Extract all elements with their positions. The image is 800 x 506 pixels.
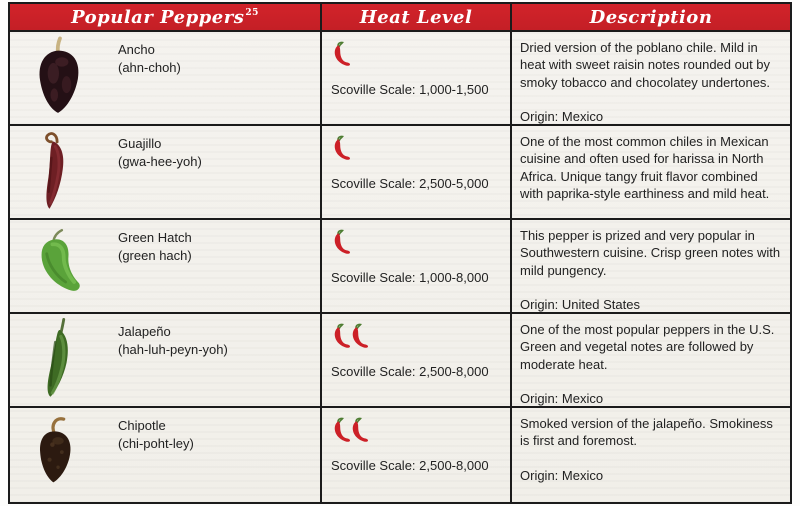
scoville-scale-text: Scoville Scale: 2,500-8,000 bbox=[331, 364, 489, 379]
table-row-chipotle-heat-cell bbox=[322, 408, 512, 502]
pepper-name: Chipotle bbox=[118, 418, 166, 433]
pepper-origin: Origin: United States bbox=[520, 296, 640, 312]
pepper-description: Smoked version of the jalapeño. Smokiness is first and foremost. bbox=[520, 416, 773, 449]
pepper-pronunciation: (chi-poht-ley) bbox=[118, 435, 194, 451]
table-row-green-hatch-heat-cell bbox=[322, 220, 512, 314]
pepper-origin: Origin: Mexico bbox=[520, 467, 604, 483]
table-row-jalapeno-heat-cell bbox=[322, 314, 512, 408]
pepper-origin: Origin: Mexico bbox=[520, 108, 604, 124]
pepper-origin: Origin: Mexico bbox=[520, 390, 604, 406]
table-row-guajillo-heat-cell bbox=[322, 126, 512, 220]
dried-chipotle-pepper-image bbox=[26, 412, 92, 498]
pepper-pronunciation: (hah-luh-peyn-yoh) bbox=[118, 341, 228, 357]
jalapeno-pepper-photo bbox=[10, 314, 108, 406]
scoville-scale-text: Scoville Scale: 2,500-8,000 bbox=[331, 458, 489, 473]
pepper-name: Jalapeño bbox=[118, 324, 171, 339]
pepper-pronunciation: (ahn-choh) bbox=[118, 59, 181, 75]
column-header-heat-level bbox=[322, 4, 512, 32]
chili-heat-icon bbox=[349, 323, 370, 350]
pepper-name: Ancho bbox=[118, 42, 155, 57]
pepper-name: Green Hatch bbox=[118, 230, 192, 245]
table-row-chipotle-description-cell bbox=[512, 408, 790, 502]
table-row-ancho-name-cell bbox=[10, 32, 322, 126]
pepper-description: One of the most popular peppers in the U.S. Green and vegetal notes are followed by moderate heat. bbox=[520, 322, 775, 372]
pepper-description: One of the most common chiles in Mexican cuisine and often used for harissa in North Africa. Unique tangy fruit flavor combined with paprika-style earthiness and mild heat. bbox=[520, 134, 770, 201]
popular-peppers-table bbox=[8, 2, 792, 504]
pepper-name: Guajillo bbox=[118, 136, 162, 151]
chili-heat-icons bbox=[331, 417, 502, 445]
table-row-jalapeno-description-cell bbox=[512, 314, 790, 408]
pepper-description: Dried version of the poblano chile. Mild in heat with sweet raisin notes rounded out by smoky tobacco and chocolatey undertones. bbox=[520, 40, 771, 90]
table-row-green-hatch-name-cell bbox=[10, 220, 322, 314]
chili-heat-icon bbox=[349, 417, 370, 444]
fresh-green-hatch-pepper-image bbox=[26, 223, 92, 309]
scoville-scale-text: Scoville Scale: 1,000-1,500 bbox=[331, 82, 489, 97]
table-row-guajillo-description-cell bbox=[512, 126, 790, 220]
chili-heat-icons bbox=[331, 323, 502, 351]
header-label: Heat Level bbox=[359, 6, 473, 28]
table-row-green-hatch-description-cell bbox=[512, 220, 790, 314]
guajillo-pepper-photo bbox=[10, 126, 108, 218]
pepper-pronunciation: (green hach) bbox=[118, 247, 192, 263]
scoville-scale-text: Scoville Scale: 2,500-5,000 bbox=[331, 176, 489, 191]
green-hatch-pepper-photo bbox=[10, 220, 108, 312]
ancho-pepper-photo bbox=[10, 32, 108, 124]
table-row-ancho-description-cell bbox=[512, 32, 790, 126]
column-header-description bbox=[512, 4, 790, 32]
pepper-description: This pepper is prized and very popular in Southwestern cuisine. Crisp green notes with mild pungency. bbox=[520, 228, 781, 278]
dried-ancho-pepper-image bbox=[26, 35, 92, 121]
chili-heat-icons bbox=[331, 135, 502, 163]
chili-heat-icon bbox=[331, 229, 352, 256]
column-header-popular-peppers bbox=[10, 4, 322, 32]
chili-heat-icon bbox=[331, 135, 352, 162]
chili-heat-icon bbox=[331, 41, 352, 68]
table-row-guajillo-name-cell bbox=[10, 126, 322, 220]
header-footnote-number: 25 bbox=[245, 8, 259, 18]
pepper-pronunciation: (gwa-hee-yoh) bbox=[118, 153, 202, 169]
table-row-chipotle-name-cell bbox=[10, 408, 322, 502]
chili-heat-icons bbox=[331, 41, 502, 69]
fresh-jalapeno-pepper-image bbox=[26, 317, 92, 403]
chili-heat-icons bbox=[331, 229, 502, 257]
chipotle-pepper-photo bbox=[10, 408, 108, 502]
header-label: Description bbox=[589, 6, 713, 28]
table-row-ancho-heat-cell bbox=[322, 32, 512, 126]
scoville-scale-text: Scoville Scale: 1,000-8,000 bbox=[331, 270, 489, 285]
header-label: Popular Peppers bbox=[71, 6, 245, 28]
table-row-jalapeno-name-cell bbox=[10, 314, 322, 408]
dried-guajillo-pepper-image bbox=[26, 129, 92, 215]
